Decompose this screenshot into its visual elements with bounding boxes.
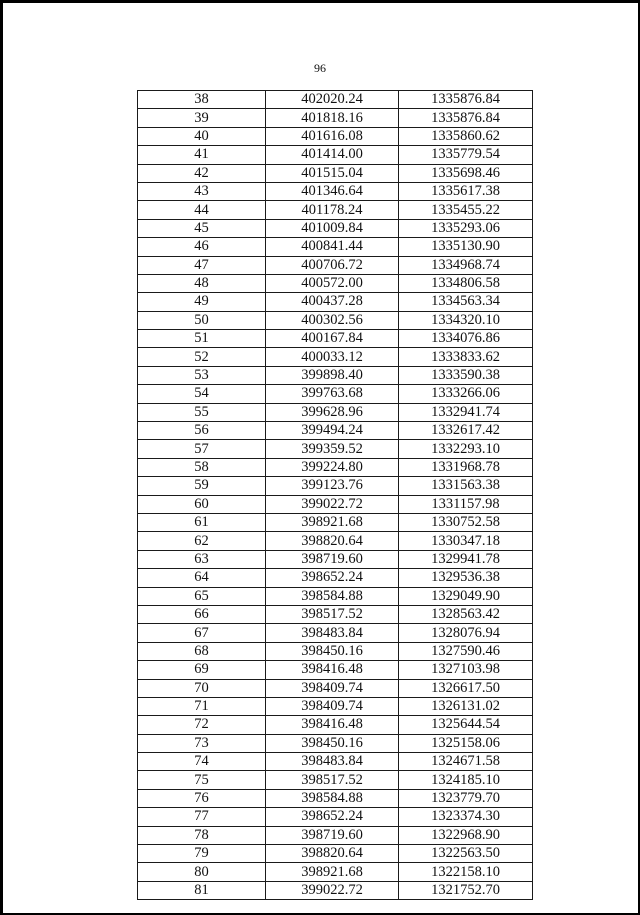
point-number-cell: 57 — [138, 440, 266, 458]
y-coordinate-cell: 1330347.18 — [399, 532, 533, 550]
point-number-cell: 51 — [138, 330, 266, 348]
page-number: 96 — [314, 61, 326, 75]
x-coordinate-cell: 398517.52 — [266, 771, 399, 789]
table-row — [138, 605, 533, 623]
y-coordinate-cell: 1329536.38 — [399, 569, 533, 587]
table-row — [138, 734, 533, 752]
y-coordinate-cell: 1328563.42 — [399, 605, 533, 623]
point-number-cell: 63 — [138, 550, 266, 568]
x-coordinate-cell: 398921.68 — [266, 863, 399, 881]
table-row — [138, 146, 533, 164]
table-row — [138, 697, 533, 715]
y-coordinate-cell: 1331968.78 — [399, 458, 533, 476]
point-number-cell: 58 — [138, 458, 266, 476]
table-row — [138, 587, 533, 605]
y-coordinate-cell: 1335860.62 — [399, 127, 533, 145]
table-row — [138, 293, 533, 311]
x-coordinate-cell: 400302.56 — [266, 311, 399, 329]
point-number-cell: 54 — [138, 385, 266, 403]
point-number-cell: 70 — [138, 679, 266, 697]
table-row — [138, 219, 533, 237]
point-number-cell: 79 — [138, 845, 266, 863]
coordinates-table-body — [138, 91, 533, 900]
x-coordinate-cell: 401515.04 — [266, 164, 399, 182]
x-coordinate-cell: 400033.12 — [266, 348, 399, 366]
table-row — [138, 403, 533, 421]
table-row — [138, 513, 533, 531]
y-coordinate-cell: 1334968.74 — [399, 256, 533, 274]
table-row — [138, 863, 533, 881]
point-number-cell: 62 — [138, 532, 266, 550]
x-coordinate-cell: 399359.52 — [266, 440, 399, 458]
x-coordinate-cell: 399898.40 — [266, 366, 399, 384]
point-number-cell: 48 — [138, 274, 266, 292]
point-number-cell: 40 — [138, 127, 266, 145]
x-coordinate-cell: 398483.84 — [266, 624, 399, 642]
point-number-cell: 80 — [138, 863, 266, 881]
table-row — [138, 201, 533, 219]
table-row — [138, 495, 533, 513]
y-coordinate-cell: 1335617.38 — [399, 182, 533, 200]
x-coordinate-cell: 398584.88 — [266, 789, 399, 807]
y-coordinate-cell: 1333833.62 — [399, 348, 533, 366]
x-coordinate-cell: 398652.24 — [266, 808, 399, 826]
table-row — [138, 422, 533, 440]
point-number-cell: 78 — [138, 826, 266, 844]
table-row — [138, 458, 533, 476]
table-row — [138, 624, 533, 642]
point-number-cell: 59 — [138, 477, 266, 495]
y-coordinate-cell: 1331157.98 — [399, 495, 533, 513]
point-number-cell: 64 — [138, 569, 266, 587]
x-coordinate-cell: 398416.48 — [266, 716, 399, 734]
point-number-cell: 56 — [138, 422, 266, 440]
x-coordinate-cell: 398584.88 — [266, 587, 399, 605]
y-coordinate-cell: 1335876.84 — [399, 91, 533, 109]
table-row — [138, 569, 533, 587]
point-number-cell: 69 — [138, 661, 266, 679]
table-row — [138, 366, 533, 384]
x-coordinate-cell: 398820.64 — [266, 532, 399, 550]
table-row — [138, 550, 533, 568]
x-coordinate-cell: 398517.52 — [266, 605, 399, 623]
table-row — [138, 679, 533, 697]
y-coordinate-cell: 1328076.94 — [399, 624, 533, 642]
point-number-cell: 39 — [138, 109, 266, 127]
x-coordinate-cell: 399022.72 — [266, 495, 399, 513]
y-coordinate-cell: 1321752.70 — [399, 881, 533, 899]
y-coordinate-cell: 1335293.06 — [399, 219, 533, 237]
x-coordinate-cell: 401818.16 — [266, 109, 399, 127]
y-coordinate-cell: 1334076.86 — [399, 330, 533, 348]
y-coordinate-cell: 1332617.42 — [399, 422, 533, 440]
x-coordinate-cell: 400572.00 — [266, 274, 399, 292]
y-coordinate-cell: 1323374.30 — [399, 808, 533, 826]
point-number-cell: 68 — [138, 642, 266, 660]
x-coordinate-cell: 399628.96 — [266, 403, 399, 421]
y-coordinate-cell: 1326131.02 — [399, 697, 533, 715]
y-coordinate-cell: 1323779.70 — [399, 789, 533, 807]
point-number-cell: 74 — [138, 753, 266, 771]
table-row — [138, 716, 533, 734]
x-coordinate-cell: 401414.00 — [266, 146, 399, 164]
x-coordinate-cell: 398450.16 — [266, 734, 399, 752]
x-coordinate-cell: 399763.68 — [266, 385, 399, 403]
table-row — [138, 477, 533, 495]
point-number-cell: 47 — [138, 256, 266, 274]
table-row — [138, 808, 533, 826]
y-coordinate-cell: 1325158.06 — [399, 734, 533, 752]
x-coordinate-cell: 400437.28 — [266, 293, 399, 311]
table-row — [138, 109, 533, 127]
table-row — [138, 642, 533, 660]
table-row — [138, 881, 533, 899]
y-coordinate-cell: 1322158.10 — [399, 863, 533, 881]
x-coordinate-cell: 398921.68 — [266, 513, 399, 531]
y-coordinate-cell: 1334320.10 — [399, 311, 533, 329]
x-coordinate-cell: 399022.72 — [266, 881, 399, 899]
y-coordinate-cell: 1327590.46 — [399, 642, 533, 660]
coordinates-table — [137, 90, 533, 900]
y-coordinate-cell: 1322968.90 — [399, 826, 533, 844]
y-coordinate-cell: 1335698.46 — [399, 164, 533, 182]
point-number-cell: 44 — [138, 201, 266, 219]
x-coordinate-cell: 398652.24 — [266, 569, 399, 587]
table-row — [138, 164, 533, 182]
x-coordinate-cell: 402020.24 — [266, 91, 399, 109]
y-coordinate-cell: 1327103.98 — [399, 661, 533, 679]
x-coordinate-cell: 399224.80 — [266, 458, 399, 476]
x-coordinate-cell: 398450.16 — [266, 642, 399, 660]
x-coordinate-cell: 399123.76 — [266, 477, 399, 495]
point-number-cell: 38 — [138, 91, 266, 109]
x-coordinate-cell: 398820.64 — [266, 845, 399, 863]
point-number-cell: 65 — [138, 587, 266, 605]
x-coordinate-cell: 401346.64 — [266, 182, 399, 200]
point-number-cell: 52 — [138, 348, 266, 366]
table-row — [138, 330, 533, 348]
table-row — [138, 845, 533, 863]
point-number-cell: 72 — [138, 716, 266, 734]
table-row — [138, 532, 533, 550]
point-number-cell: 73 — [138, 734, 266, 752]
x-coordinate-cell: 398719.60 — [266, 550, 399, 568]
y-coordinate-cell: 1326617.50 — [399, 679, 533, 697]
table-row — [138, 238, 533, 256]
table-row — [138, 753, 533, 771]
point-number-cell: 77 — [138, 808, 266, 826]
x-coordinate-cell: 401009.84 — [266, 219, 399, 237]
y-coordinate-cell: 1330752.58 — [399, 513, 533, 531]
y-coordinate-cell: 1332293.10 — [399, 440, 533, 458]
x-coordinate-cell: 398416.48 — [266, 661, 399, 679]
point-number-cell: 53 — [138, 366, 266, 384]
x-coordinate-cell: 399494.24 — [266, 422, 399, 440]
x-coordinate-cell: 400706.72 — [266, 256, 399, 274]
x-coordinate-cell: 398409.74 — [266, 697, 399, 715]
y-coordinate-cell: 1331563.38 — [399, 477, 533, 495]
table-row — [138, 127, 533, 145]
point-number-cell: 41 — [138, 146, 266, 164]
point-number-cell: 43 — [138, 182, 266, 200]
y-coordinate-cell: 1335130.90 — [399, 238, 533, 256]
table-row — [138, 826, 533, 844]
point-number-cell: 67 — [138, 624, 266, 642]
y-coordinate-cell: 1324185.10 — [399, 771, 533, 789]
table-row — [138, 182, 533, 200]
x-coordinate-cell: 398409.74 — [266, 679, 399, 697]
table-row — [138, 771, 533, 789]
point-number-cell: 71 — [138, 697, 266, 715]
y-coordinate-cell: 1334563.34 — [399, 293, 533, 311]
x-coordinate-cell: 401616.08 — [266, 127, 399, 145]
point-number-cell: 60 — [138, 495, 266, 513]
point-number-cell: 46 — [138, 238, 266, 256]
table-row — [138, 385, 533, 403]
point-number-cell: 81 — [138, 881, 266, 899]
y-coordinate-cell: 1334806.58 — [399, 274, 533, 292]
table-row — [138, 274, 533, 292]
table-row — [138, 256, 533, 274]
table-row — [138, 789, 533, 807]
y-coordinate-cell: 1329049.90 — [399, 587, 533, 605]
x-coordinate-cell: 400167.84 — [266, 330, 399, 348]
table-row — [138, 348, 533, 366]
point-number-cell: 61 — [138, 513, 266, 531]
point-number-cell: 45 — [138, 219, 266, 237]
y-coordinate-cell: 1322563.50 — [399, 845, 533, 863]
y-coordinate-cell: 1335779.54 — [399, 146, 533, 164]
x-coordinate-cell: 398483.84 — [266, 753, 399, 771]
table-row — [138, 311, 533, 329]
y-coordinate-cell: 1335455.22 — [399, 201, 533, 219]
y-coordinate-cell: 1335876.84 — [399, 109, 533, 127]
y-coordinate-cell: 1333590.38 — [399, 366, 533, 384]
x-coordinate-cell: 401178.24 — [266, 201, 399, 219]
point-number-cell: 66 — [138, 605, 266, 623]
y-coordinate-cell: 1333266.06 — [399, 385, 533, 403]
point-number-cell: 75 — [138, 771, 266, 789]
point-number-cell: 76 — [138, 789, 266, 807]
point-number-cell: 42 — [138, 164, 266, 182]
x-coordinate-cell: 398719.60 — [266, 826, 399, 844]
y-coordinate-cell: 1332941.74 — [399, 403, 533, 421]
table-row — [138, 91, 533, 109]
x-coordinate-cell: 400841.44 — [266, 238, 399, 256]
table-row — [138, 440, 533, 458]
y-coordinate-cell: 1329941.78 — [399, 550, 533, 568]
point-number-cell: 50 — [138, 311, 266, 329]
y-coordinate-cell: 1325644.54 — [399, 716, 533, 734]
point-number-cell: 49 — [138, 293, 266, 311]
point-number-cell: 55 — [138, 403, 266, 421]
y-coordinate-cell: 1324671.58 — [399, 753, 533, 771]
table-row — [138, 661, 533, 679]
